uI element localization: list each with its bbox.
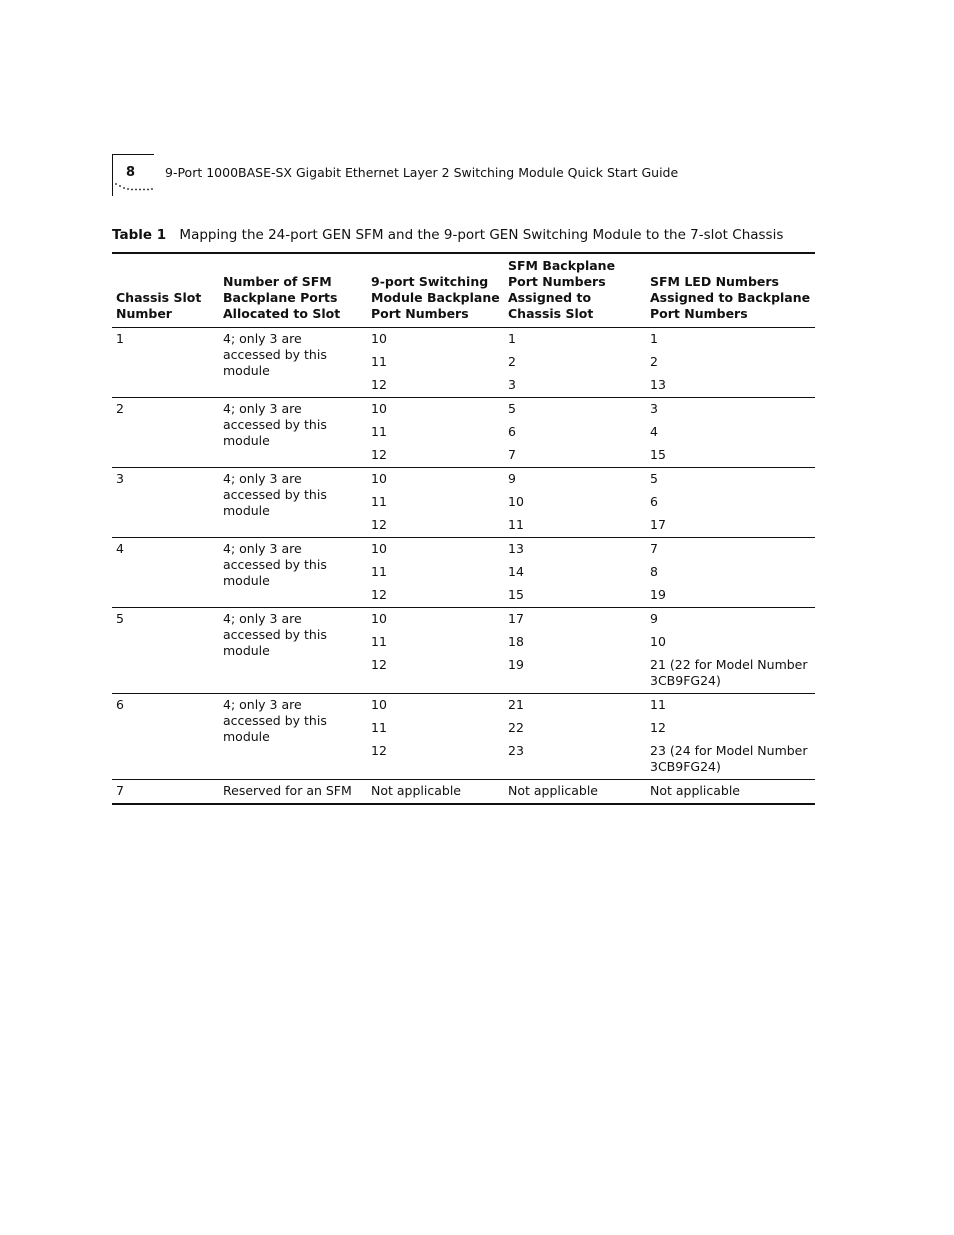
module-port-cell: 12 — [371, 517, 387, 532]
table-row — [112, 694, 815, 718]
column-header-led-numbers: SFM LED Numbers Assigned to Backplane Port Numbers — [650, 274, 811, 321]
sfm-port-cell: 23 — [508, 743, 524, 758]
slot-group — [112, 608, 815, 694]
slot-group — [112, 694, 815, 780]
chassis-slot-cell: 2 — [116, 401, 124, 416]
running-title: 9-Port 1000BASE-SX Gigabit Ethernet Layer 2 Switching Module Quick Start Guide — [165, 165, 679, 180]
allocated-ports-cell: Reserved for an SFM — [223, 783, 352, 798]
led-number-cell: 9 — [650, 611, 658, 626]
led-number-cell: 7 — [650, 541, 658, 556]
module-port-cell: 10 — [371, 697, 387, 712]
column-header-allocated-ports: Number of SFM Backplane Ports Allocated to Slot — [223, 274, 341, 321]
table-row — [112, 328, 815, 352]
module-port-cell: 11 — [371, 634, 387, 649]
led-number-cell: 10 — [650, 634, 666, 649]
chassis-slot-cell: 3 — [116, 471, 124, 486]
led-number-cell: 17 — [650, 517, 666, 532]
table-row — [112, 608, 815, 632]
module-port-cell: 12 — [371, 447, 387, 462]
slot-group — [112, 328, 815, 398]
table-row — [112, 780, 815, 805]
slot-group — [112, 538, 815, 608]
sfm-port-cell: 18 — [508, 634, 524, 649]
chassis-slot-cell: 5 — [116, 611, 124, 626]
sfm-port-cell: 2 — [508, 354, 516, 369]
sfm-port-cell: 22 — [508, 720, 524, 735]
sfm-port-cell: 14 — [508, 564, 524, 579]
module-port-cell: 10 — [371, 331, 387, 346]
page-header — [112, 154, 812, 198]
sfm-port-cell: 9 — [508, 471, 516, 486]
led-number-cell: 23 (24 for Model Number 3CB9FG24) — [650, 743, 808, 774]
led-number-cell: 2 — [650, 354, 658, 369]
sfm-port-cell: Not applicable — [508, 783, 598, 798]
sfm-port-cell: 7 — [508, 447, 516, 462]
led-number-cell: 15 — [650, 447, 666, 462]
table-row — [112, 538, 815, 562]
led-number-cell: Not applicable — [650, 783, 740, 798]
slot-group — [112, 468, 815, 538]
module-port-cell: 12 — [371, 743, 387, 758]
led-number-cell: 1 — [650, 331, 658, 346]
module-port-cell: 10 — [371, 541, 387, 556]
sfm-port-cell: 5 — [508, 401, 516, 416]
sfm-port-cell: 13 — [508, 541, 524, 556]
led-number-cell: 3 — [650, 401, 658, 416]
chassis-slot-cell: 6 — [116, 697, 124, 712]
table-row — [112, 398, 815, 422]
led-number-cell: 5 — [650, 471, 658, 486]
sfm-port-cell: 3 — [508, 377, 516, 392]
mapping-table — [112, 252, 815, 805]
led-number-cell: 4 — [650, 424, 658, 439]
module-port-cell: 10 — [371, 401, 387, 416]
sfm-port-cell: 21 — [508, 697, 524, 712]
module-port-cell: 11 — [371, 720, 387, 735]
dotted-corner-decoration — [115, 183, 155, 193]
page-number: 8 — [126, 165, 136, 180]
slot-group — [112, 780, 815, 805]
led-number-cell: 11 — [650, 697, 666, 712]
sfm-port-cell: 6 — [508, 424, 516, 439]
slot-group — [112, 398, 815, 468]
column-header-module-ports: 9-port Switching Module Backplane Port Numbers — [371, 274, 500, 321]
allocated-ports-cell: 4; only 3 are accessed by this module — [223, 331, 327, 378]
module-port-cell: 11 — [371, 494, 387, 509]
table-caption — [112, 227, 783, 243]
module-port-cell: Not applicable — [371, 783, 461, 798]
table-caption-text: Mapping the 24-port GEN SFM and the 9-port GEN Switching Module to the 7-slot Chassis — [179, 227, 784, 243]
led-number-cell: 12 — [650, 720, 666, 735]
module-port-cell: 11 — [371, 564, 387, 579]
sfm-port-cell: 19 — [508, 657, 524, 672]
chassis-slot-cell: 7 — [116, 783, 124, 798]
module-port-cell: 12 — [371, 657, 387, 672]
allocated-ports-cell: 4; only 3 are accessed by this module — [223, 541, 327, 588]
chassis-slot-cell: 4 — [116, 541, 124, 556]
column-header-sfm-ports: SFM Backplane Port Numbers Assigned to Chassis Slot — [508, 258, 616, 321]
table-row — [112, 468, 815, 492]
allocated-ports-cell: 4; only 3 are accessed by this module — [223, 401, 327, 448]
module-port-cell: 11 — [371, 424, 387, 439]
module-port-cell: 12 — [371, 587, 387, 602]
sfm-port-cell: 10 — [508, 494, 524, 509]
header-row — [112, 253, 815, 328]
sfm-port-cell: 17 — [508, 611, 524, 626]
module-port-cell: 12 — [371, 377, 387, 392]
allocated-ports-cell: 4; only 3 are accessed by this module — [223, 697, 327, 744]
led-number-cell: 13 — [650, 377, 666, 392]
allocated-ports-cell: 4; only 3 are accessed by this module — [223, 611, 327, 658]
sfm-port-cell: 1 — [508, 331, 516, 346]
table-caption-label: Table 1 — [112, 227, 167, 243]
led-number-cell: 21 (22 for Model Number 3CB9FG24) — [650, 657, 808, 688]
column-header-chassis-slot: Chassis Slot Number — [116, 290, 202, 321]
sfm-port-cell: 15 — [508, 587, 524, 602]
table-header — [112, 253, 815, 328]
led-number-cell: 6 — [650, 494, 658, 509]
allocated-ports-cell: 4; only 3 are accessed by this module — [223, 471, 327, 518]
led-number-cell: 8 — [650, 564, 658, 579]
led-number-cell: 19 — [650, 587, 666, 602]
module-port-cell: 10 — [371, 611, 387, 626]
module-port-cell: 11 — [371, 354, 387, 369]
sfm-port-cell: 11 — [508, 517, 524, 532]
chassis-slot-cell: 1 — [116, 331, 124, 346]
module-port-cell: 10 — [371, 471, 387, 486]
